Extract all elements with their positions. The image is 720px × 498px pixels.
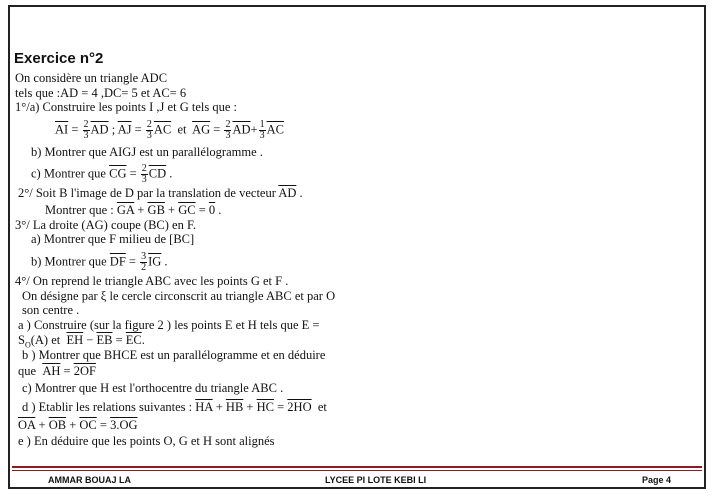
question-3a: a) Montrer que F milieu de [BC] bbox=[31, 232, 195, 246]
footer-author: AMMAR BOUAJ LA bbox=[48, 475, 131, 485]
fraction-2-3-d: $\frac{2}{3}$ bbox=[141, 163, 147, 185]
footer-school: LYCEE PI LOTE KEBI LI bbox=[325, 475, 427, 485]
fraction-1-3: $\frac{1}{3}$ bbox=[259, 119, 265, 141]
question-4a: a ) Construire (sur la figure 2 ) les points E et H tels que E = bbox=[18, 318, 320, 332]
question-4: 4°/ On reprend le triangle ABC avec les points G et F . bbox=[15, 274, 289, 288]
question-4-line-2: On désigne par ξ le cercle circonscrit au triangle ABC et par O bbox=[22, 289, 336, 303]
question-3b: b) Montrer que $\overline{DF}$ = $\frac{3}{2}$ $\overline{IG}$ . bbox=[31, 251, 168, 273]
question-4a-line-2: $S_O(A)$ et $\overline{EH} - \overline{EB} = \overline{EC}$. bbox=[18, 333, 145, 350]
question-4b-line-2: que $\overline{AH} = 2OF$ bbox=[18, 364, 96, 378]
question-4c: c) Montrer que H est l'orthocentre du triangle ABC . bbox=[22, 381, 284, 395]
intro-line-2: tels que :AD = 4 ,DC= 5 et AC= 6 bbox=[15, 86, 187, 100]
question-4b: b ) Montrer que BHCE est un parallélogramme et en déduire bbox=[22, 348, 326, 362]
footer-page-number: Page 4 bbox=[642, 475, 672, 485]
question-4d: d ) Etablir les relations suivantes : $\overline{HA} + \overline{HB} + \overline{HC} = 2HO$ et bbox=[22, 400, 327, 414]
question-1c: c) Montrer que $\overline{CG}$ = $\frac{2}{3}$ $\overline{CD}$ . bbox=[31, 163, 173, 185]
footer-rule-thin bbox=[12, 470, 702, 471]
fraction-2-3: $\frac{2}{3}$ bbox=[83, 119, 89, 141]
question-4-line-3: son centre . bbox=[22, 303, 80, 317]
question-3: 3°/ La droite (AG) coupe (BC) en F. bbox=[15, 218, 197, 232]
question-1b: b) Montrer que AIGJ est un parallélogramme . bbox=[31, 145, 263, 159]
question-4e: e ) En déduire que les points O, G et H sont alignés bbox=[18, 434, 275, 448]
fraction-3-2: $\frac{3}{2}$ bbox=[141, 251, 147, 273]
intro-line-1: On considère un triangle ADC bbox=[15, 71, 168, 85]
vector-aj: $\overline{AJ}$ bbox=[117, 122, 132, 137]
question-2: 2°/ Soit B l'image de D par la translation de vecteur $\overline{AD}$ . bbox=[18, 186, 303, 200]
fraction-2-3-c: $\frac{2}{3}$ bbox=[225, 119, 231, 141]
fraction-2-3-b: $\frac{2}{3}$ bbox=[146, 119, 152, 141]
question-2b: Montrer que : $\overline{GA} + \overline{GB} + \overline{GC} = 0$ . bbox=[45, 203, 222, 217]
vector-ad: $\overline{AD}$ bbox=[90, 122, 109, 137]
footer-rule-thick bbox=[12, 466, 702, 468]
question-1a: 1°/a) Construire les points I ,J et G tels que : bbox=[15, 100, 237, 114]
exercise-title: Exercice n°2 bbox=[14, 50, 104, 67]
question-4d-line-2: $\overline{OA} + \overline{OB} + \overline{OC} = 3.OG$ bbox=[18, 418, 138, 432]
equation-1a: $\overline{AI}$ = $\frac{2}{3}$ $\overline{AD}$ ; $\overline{AJ}$ = $\frac{2}{3}$ $\overline{AC}$ et $\overline{AG}$ = $\frac{2}{3}$ $\overline{AD}+$ $\frac{1}{3}$ $\overline{AC}$ bbox=[55, 119, 284, 141]
vector-ai: $\overline{AI}$ bbox=[55, 122, 69, 137]
vector-ag: $\overline{AG}$ bbox=[192, 122, 211, 137]
vector-ac: $\overline{AC}$ bbox=[153, 122, 172, 137]
